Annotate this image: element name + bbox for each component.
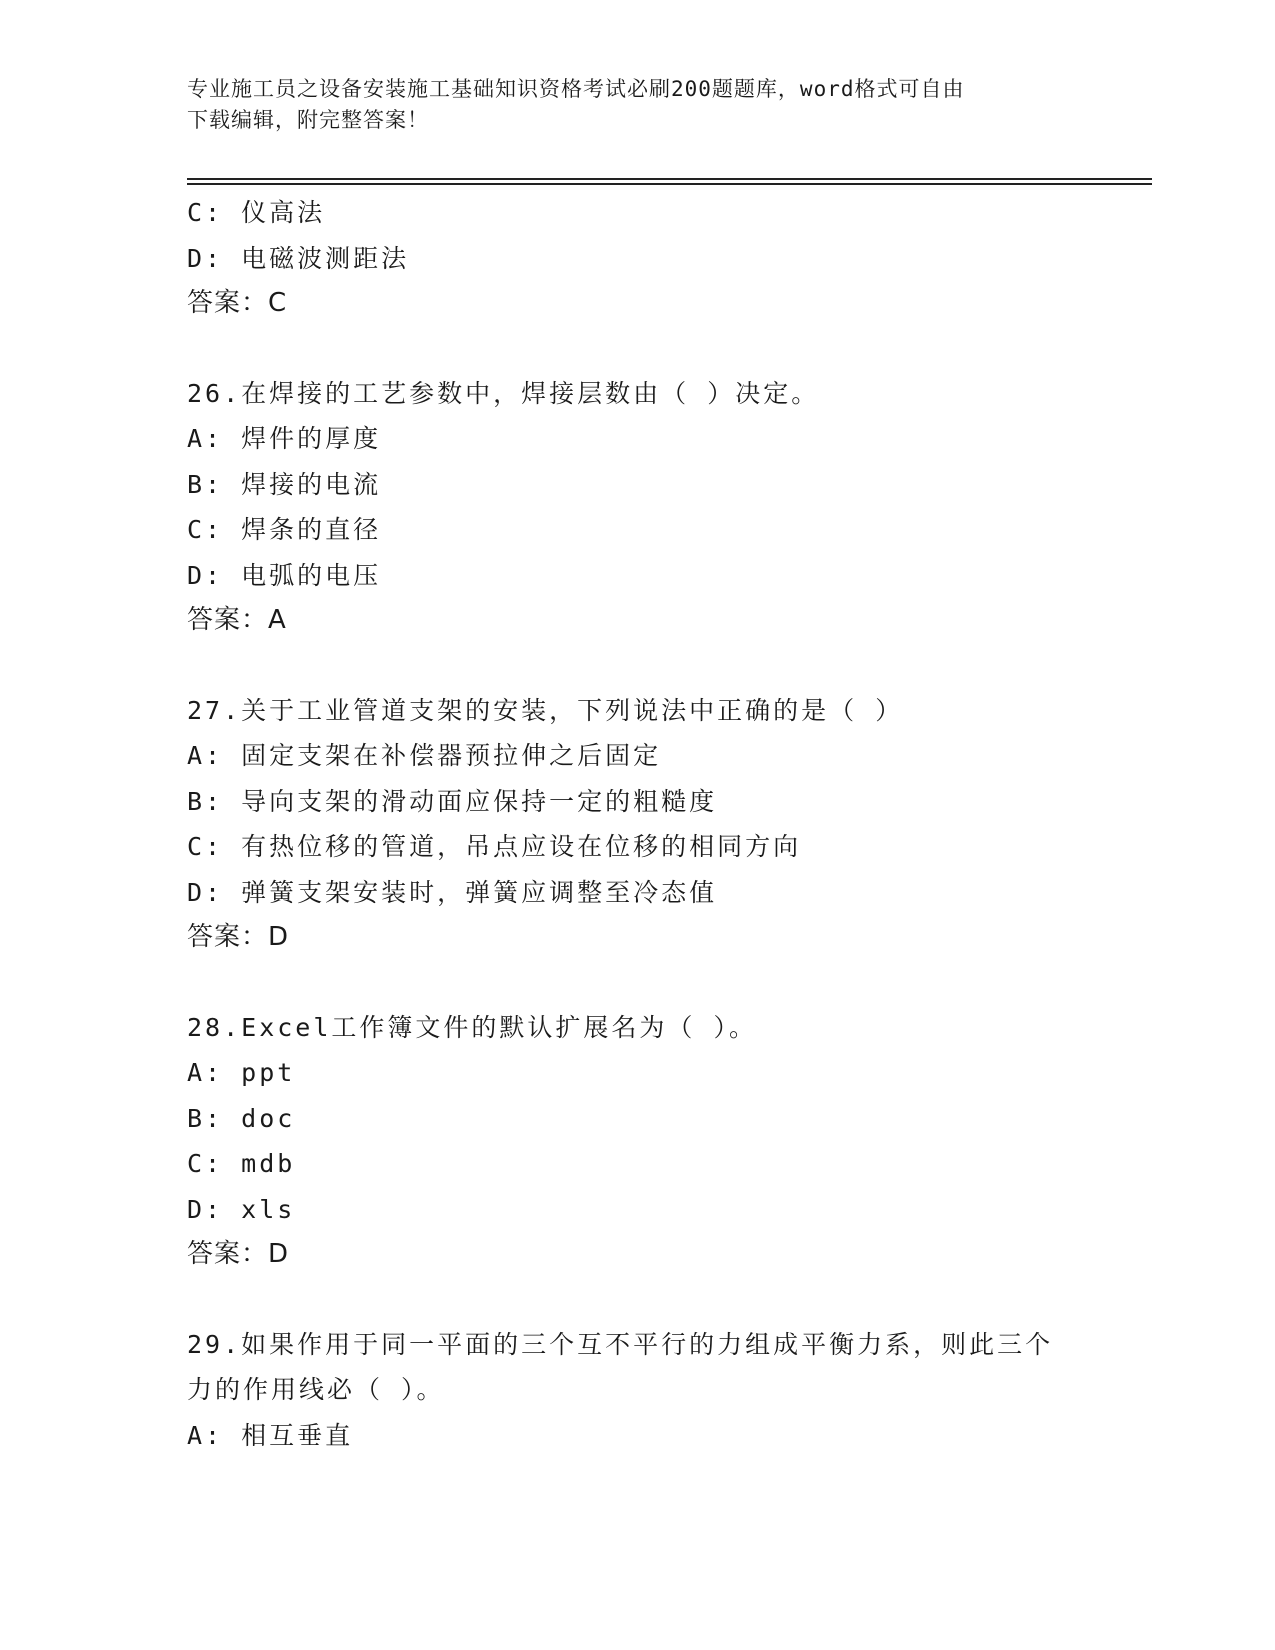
header-title-line-2: 下载编辑，附完整答案！ bbox=[187, 108, 429, 132]
question-block-27 bbox=[187, 688, 1147, 961]
header-title-line-1: 专业施工员之设备安装施工基础知识资格考试必刷200题题库，word格式可自由 bbox=[187, 77, 965, 101]
option-d: D: xls bbox=[187, 1194, 296, 1224]
spacer bbox=[187, 327, 1147, 371]
option-d: D: 弹簧支架安装时，弹簧应调整至冷态值 bbox=[187, 877, 718, 907]
option-a: A: 固定支架在补偿器预拉伸之后固定 bbox=[187, 741, 662, 770]
question-block-29 bbox=[187, 1322, 1147, 1459]
question-stem-line-2: 力的作用线必（ ）。 bbox=[187, 1375, 445, 1404]
question-block-28 bbox=[187, 1005, 1147, 1278]
spacer bbox=[187, 1278, 1147, 1322]
option-d: D: 电磁波测距法 bbox=[187, 243, 410, 273]
option-c: C: 有热位移的管道，吊点应设在位移的相同方向 bbox=[187, 832, 802, 861]
question-stem: 26.在焊接的工艺参数中，焊接层数由（ ）决定。 bbox=[187, 378, 820, 408]
option-a: A: 焊件的厚度 bbox=[187, 424, 382, 453]
option-c: C: mdb bbox=[187, 1149, 296, 1178]
answer-line: 答案：C bbox=[187, 288, 288, 318]
option-a: A: 相互垂直 bbox=[187, 1420, 354, 1450]
header-divider-top bbox=[187, 178, 1152, 180]
option-b: B: 焊接的电流 bbox=[187, 469, 382, 499]
page-header bbox=[187, 74, 1067, 136]
question-list bbox=[187, 190, 1147, 1458]
question-block-26 bbox=[187, 371, 1147, 644]
spacer bbox=[187, 961, 1147, 1005]
answer-line: 答案：A bbox=[187, 605, 287, 635]
question-stem: 27.关于工业管道支架的安装，下列说法中正确的是（ ） bbox=[187, 695, 904, 725]
option-b: B: doc bbox=[187, 1103, 296, 1133]
option-a: A: ppt bbox=[187, 1058, 296, 1087]
answer-line: 答案：D bbox=[187, 1239, 290, 1269]
spacer bbox=[187, 644, 1147, 688]
question-stem: 28.Excel工作簿文件的默认扩展名为（ ）。 bbox=[187, 1012, 757, 1042]
question-block-prev bbox=[187, 190, 1147, 327]
option-d: D: 电弧的电压 bbox=[187, 560, 382, 590]
header-divider-bottom bbox=[187, 183, 1152, 185]
question-stem-line-1: 29.如果作用于同一平面的三个互不平行的力组成平衡力系，则此三个 bbox=[187, 1329, 1054, 1359]
answer-line: 答案：D bbox=[187, 922, 290, 952]
option-c: C: 焊条的直径 bbox=[187, 515, 382, 544]
option-b: B: 导向支架的滑动面应保持一定的粗糙度 bbox=[187, 786, 718, 816]
option-c: C: 仪高法 bbox=[187, 198, 326, 227]
